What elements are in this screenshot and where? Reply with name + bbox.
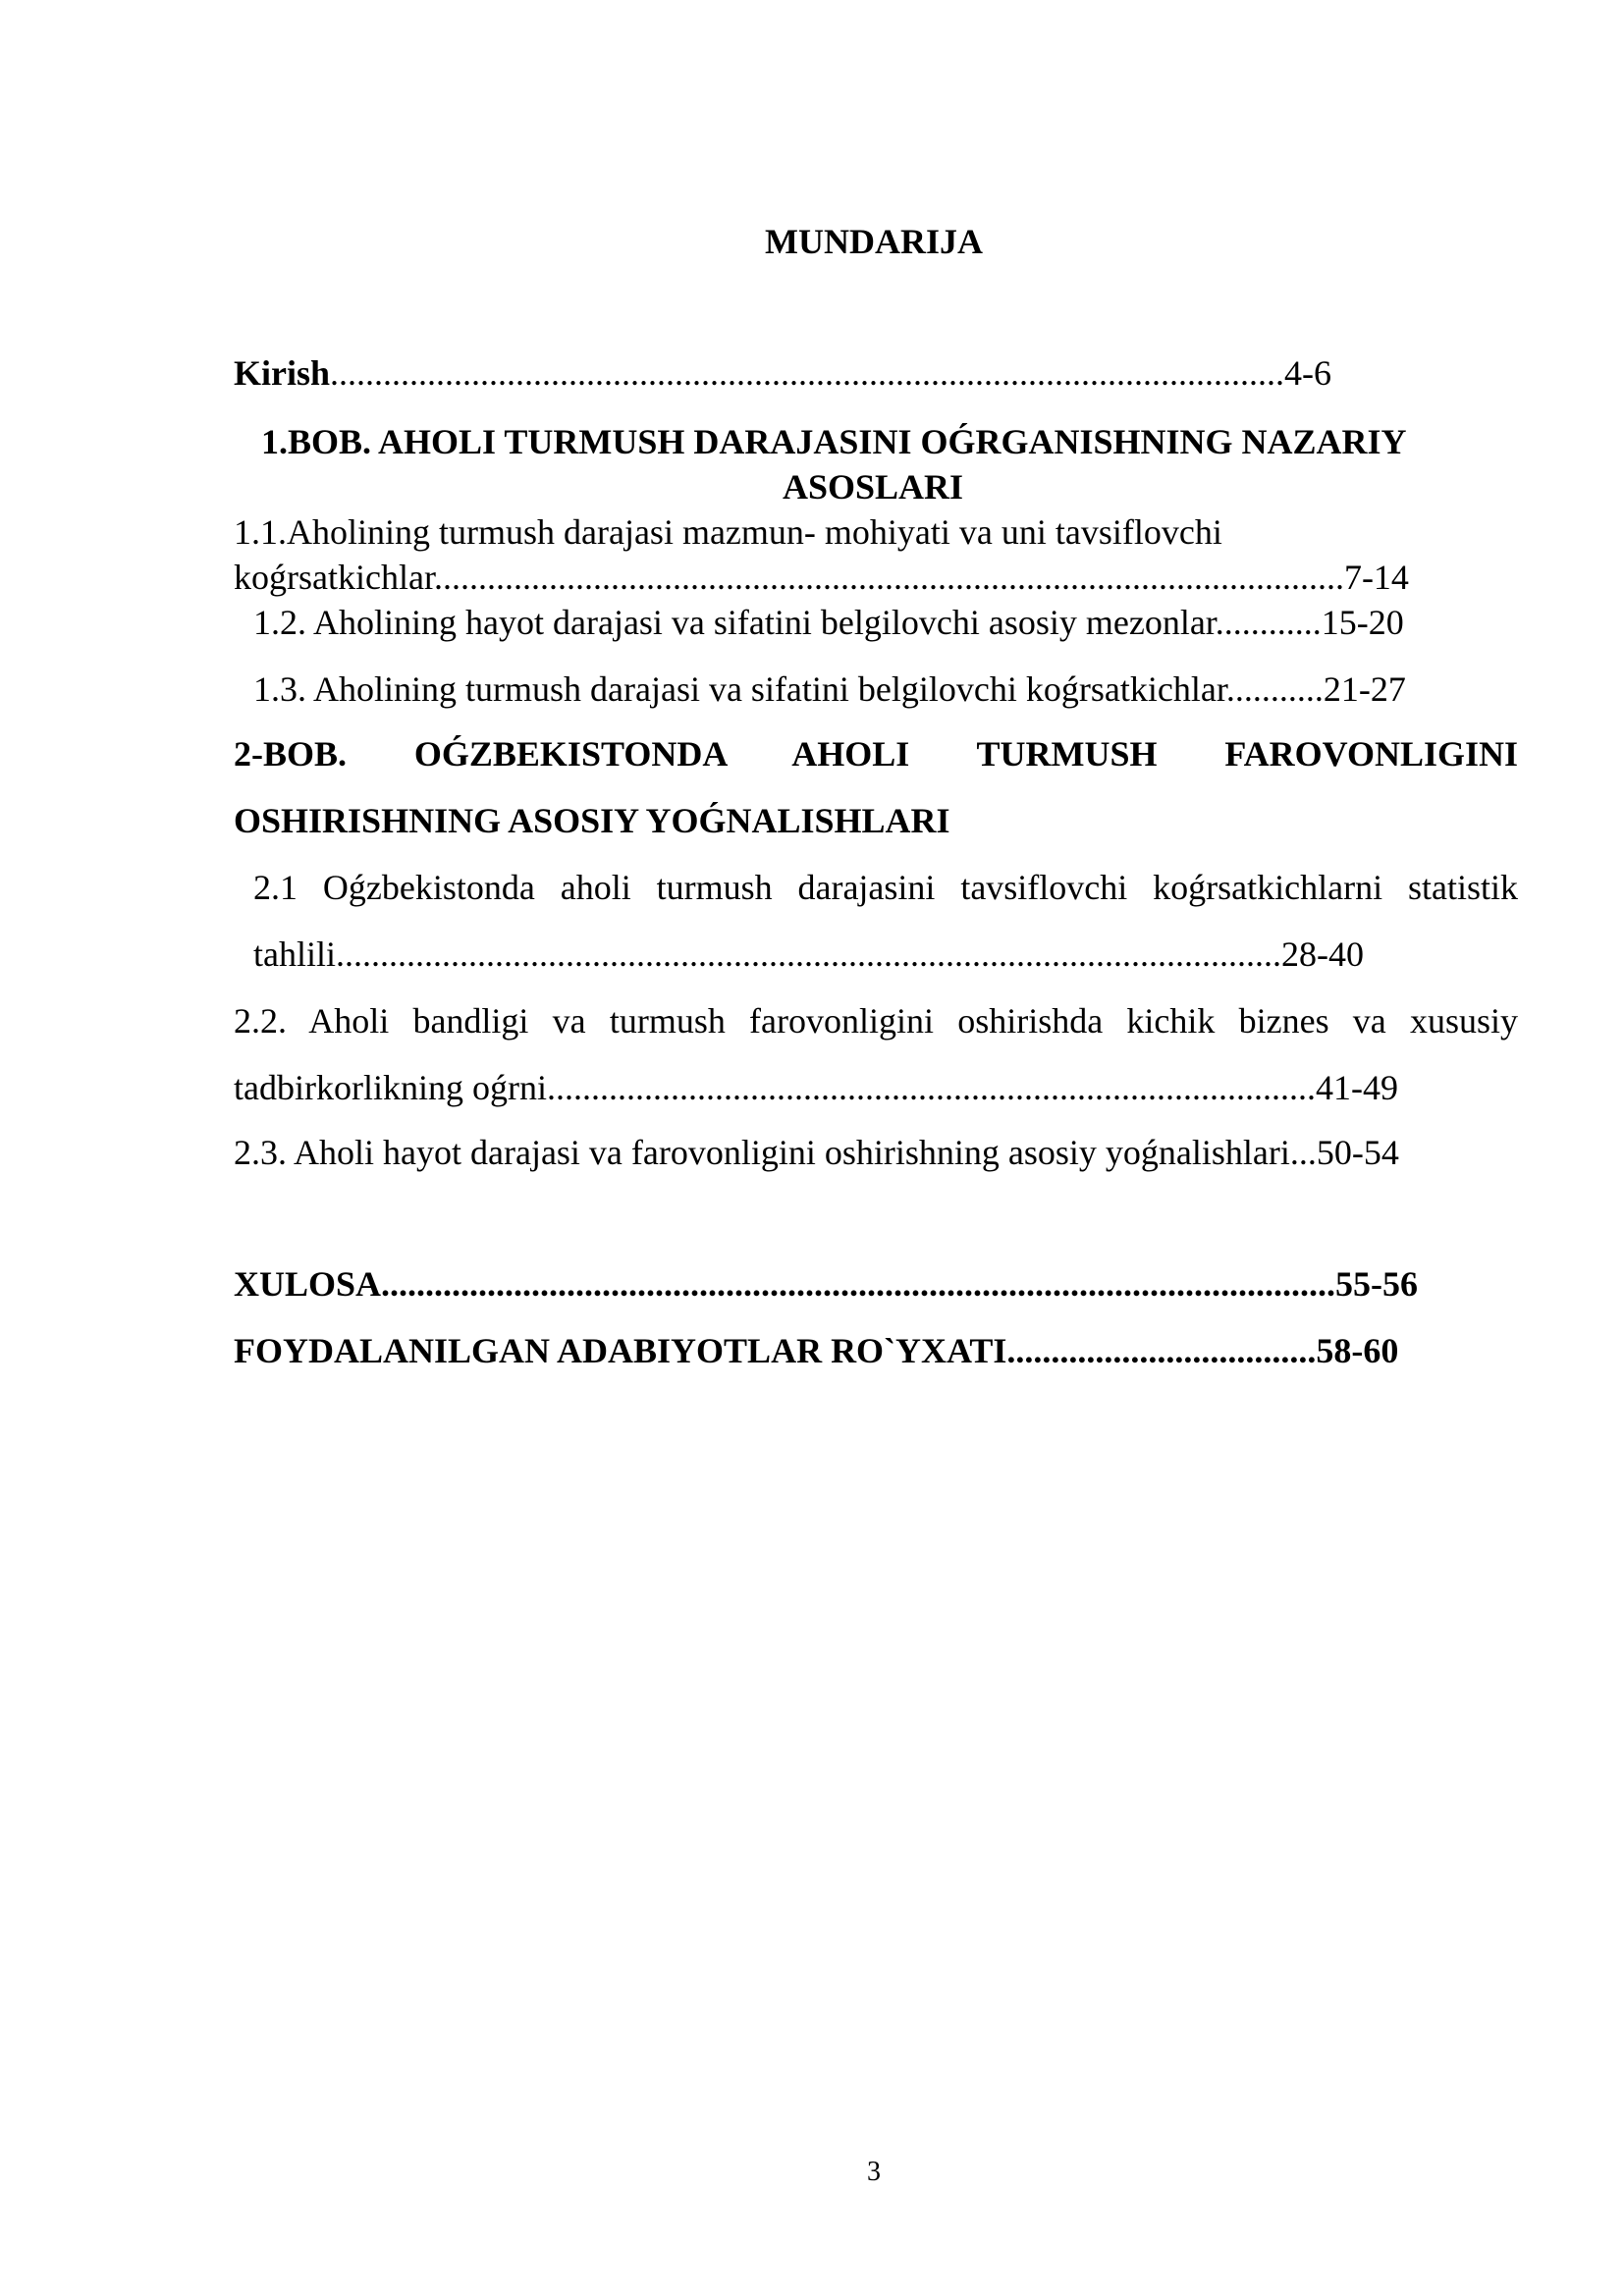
toc-adabiyotlar: FOYDALANILGAN ADABIYOTLAR RO`YXATI...................................58-60	[234, 1331, 1399, 1370]
toc-section-2-2-cont: tadbirkorlikning oǵrni.......................................................................................41-49	[234, 1068, 1398, 1107]
toc-section-2-1-cont: tahlili...........................................................................................................28-40	[253, 934, 1364, 974]
toc-entry-kirish-pages: ............................................................................................................4-6	[330, 353, 1332, 393]
toc-chapter-1-heading-cont: ASOSLARI	[782, 467, 964, 507]
toc-xulosa: XULOSA............................................................................................................55-56	[234, 1264, 1419, 1304]
toc-entry-kirish	[234, 351, 1512, 395]
toc-section-2-2: 2.2. Aholi bandligi va turmush farovonligini oshirishda kichik biznes va xususiy	[234, 1001, 1518, 1041]
toc-section-1-3: 1.3. Aholining turmush darajasi va sifatini belgilovchi koǵrsatkichlar...........21-27	[253, 669, 1406, 709]
toc-section-1-2: 1.2. Aholining hayot darajasi va sifatini belgilovchi asosiy mezonlar............15-20	[253, 603, 1404, 642]
toc-entry-kirish-label: Kirish	[234, 353, 331, 393]
page-title: MUNDARIJA	[765, 222, 983, 261]
toc-section-1-1: 1.1.Aholining turmush darajasi mazmun- mohiyati va uni tavsiflovchi	[234, 512, 1222, 552]
page-number: 3	[867, 2157, 881, 2187]
toc-section-2-1: 2.1 Oǵzbekistonda aholi turmush darajasini tavsiflovchi koǵrsatkichlarni statistik	[253, 868, 1518, 907]
toc-chapter-1-heading: 1.BOB. AHOLI TURMUSH DARAJASINI OǴRGANISHNING NAZARIY	[261, 422, 1407, 461]
toc-section-1-1-cont: koǵrsatkichlar.......................................................................................................7-14	[234, 558, 1409, 597]
toc-chapter-2-heading-cont: OSHIRISHNING ASOSIY YOǴNALISHLARI	[234, 801, 950, 840]
toc-chapter-2-heading: 2-BOB. OǴZBEKISTONDA AHOLI TURMUSH FAROVONLIGINI	[234, 734, 1518, 774]
toc-section-2-3: 2.3. Aholi hayot darajasi va farovonligini oshirishning asosiy yoǵnalishlari...50-54	[234, 1133, 1399, 1172]
